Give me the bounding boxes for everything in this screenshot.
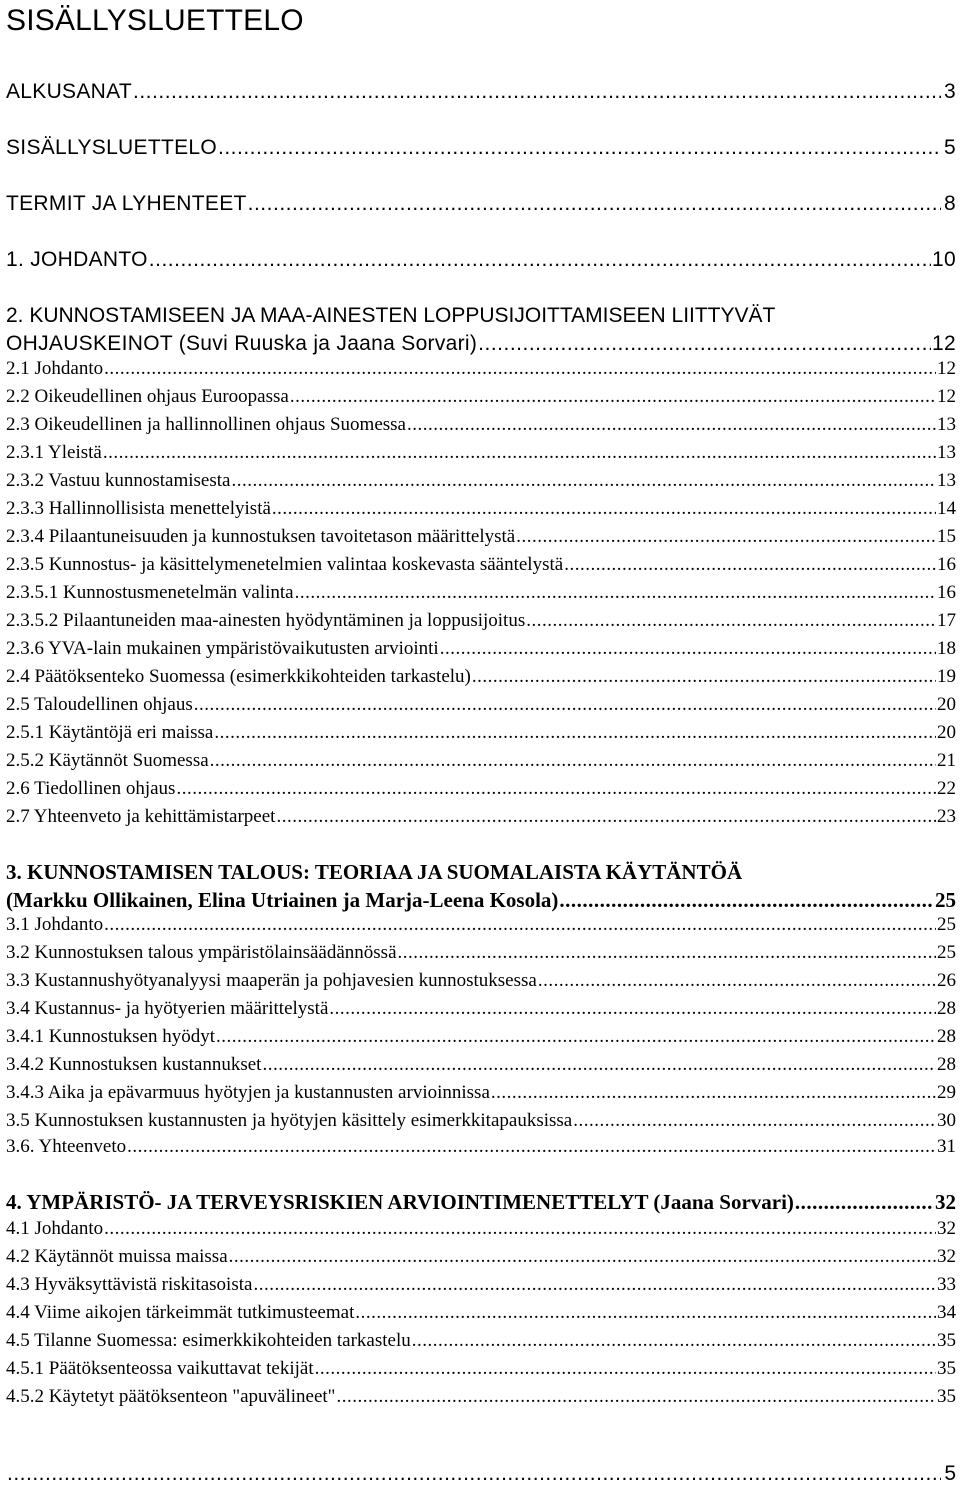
toc-entry[interactable]: [6, 1386, 956, 1412]
leader-dots: [194, 694, 936, 716]
toc-entry-page-number: 28: [937, 998, 956, 1019]
toc-entry[interactable]: [6, 80, 956, 106]
toc-entry[interactable]: [6, 860, 956, 886]
toc-entry[interactable]: [6, 1218, 956, 1244]
toc-entry-title: 3. KUNNOSTAMISEN TALOUS: TEORIAA JA SUOMALAISTA KÄYTÄNTÖÄ: [6, 860, 743, 884]
toc-entry-title: 2.3.5.1 Kunnostusmenetelmän valinta: [6, 582, 294, 603]
toc-entry[interactable]: [6, 638, 956, 664]
leader-dots: [272, 498, 936, 520]
toc-entry-title: SISÄLLYSLUETTELO: [6, 136, 217, 159]
toc-entry-title: 2.3.6 YVA-lain mukainen ympäristövaikutusten arviointi: [6, 638, 439, 659]
leader-dots: [564, 554, 936, 576]
toc-entry[interactable]: [6, 970, 956, 996]
leader-dots: [355, 1302, 936, 1324]
toc-entry[interactable]: [6, 998, 956, 1024]
leader-dots: [214, 722, 936, 744]
leader-dots: [253, 1274, 936, 1296]
toc-entry-title: 2.7 Yhteenveto ja kehittämistarpeet: [6, 806, 276, 827]
toc-entry[interactable]: [6, 1302, 956, 1328]
leader-dots: [290, 386, 936, 408]
toc-entry[interactable]: [6, 778, 956, 804]
leader-dots: [176, 778, 936, 800]
toc-entry[interactable]: [6, 806, 956, 832]
toc-entry[interactable]: [6, 386, 956, 412]
leader-dots: [7, 1462, 941, 1486]
toc-entry-title: 3.1 Johdanto: [6, 914, 104, 935]
leader-dots: [398, 942, 936, 964]
toc-entry-title: 4.1 Johdanto: [6, 1218, 104, 1239]
leader-dots: [104, 358, 936, 380]
toc-entry-page-number: 25: [937, 942, 956, 963]
toc-entry[interactable]: [6, 332, 956, 358]
toc-entry-title: 3.4.3 Aika ja epävarmuus hyötyjen ja kustannusten arvioinnissa: [6, 1082, 490, 1103]
toc-entry-title: 2.6 Tiedollinen ohjaus: [6, 778, 176, 799]
toc-entry[interactable]: [6, 1274, 956, 1300]
toc-entry-page-number: 32: [935, 1190, 956, 1214]
toc-entry-title: 2.3.1 Yleistä: [6, 442, 102, 463]
toc-entry-page-number: 28: [937, 1054, 956, 1075]
toc-entry-title: 4.5.1 Päätöksenteossa vaikuttavat tekijät: [6, 1358, 314, 1379]
toc-entry-page-number: 17: [937, 610, 956, 631]
toc-entry[interactable]: [6, 248, 956, 274]
page-footer: [6, 1462, 956, 1488]
toc-entry-title: ALKUSANAT: [6, 80, 133, 103]
toc-entry[interactable]: [6, 136, 956, 162]
toc-entry-page-number: 34: [937, 1302, 956, 1323]
toc-entry[interactable]: [6, 1358, 956, 1384]
toc-entry-title: 3.5 Kunnostuksen kustannusten ja hyötyjen käsittely esimerkkitapauksissa: [6, 1110, 573, 1131]
toc-entry-title: 3.4.2 Kunnostuksen kustannukset: [6, 1054, 262, 1075]
toc-entry-title: 2.5.2 Käytännöt Suomessa: [6, 750, 209, 771]
toc-entry-page-number: 35: [937, 1330, 956, 1351]
toc-entry-page-number: 14: [937, 498, 956, 519]
leader-dots: [329, 998, 936, 1020]
leader-dots: [210, 750, 936, 772]
toc-entry[interactable]: [6, 498, 956, 524]
leader-dots: [491, 1082, 936, 1104]
toc-entry-title: 3.4.1 Kunnostuksen hyödyt: [6, 1026, 215, 1047]
leader-dots: [229, 1246, 936, 1268]
toc-entry-page-number: 30: [937, 1110, 956, 1131]
toc-entry-title: 4.5.2 Käytetyt päätöksenteon "apuvälineet": [6, 1386, 336, 1407]
toc-entry[interactable]: [6, 694, 956, 720]
toc-entry-page-number: 25: [935, 888, 956, 912]
toc-entry-page-number: 22: [937, 778, 956, 799]
leader-dots: [104, 1218, 936, 1240]
leader-dots: [133, 80, 941, 104]
leader-dots: [315, 1358, 936, 1380]
leader-dots: [538, 970, 936, 992]
leader-dots: [795, 1190, 934, 1215]
toc-entry[interactable]: [6, 470, 956, 496]
toc-entry-title: 2. KUNNOSTAMISEEN JA MAA-AINESTEN LOPPUSIJOITTAMISEEN LIITTYVÄT: [6, 304, 776, 327]
toc-entry-title: 3.6. Yhteenveto: [6, 1136, 127, 1157]
toc-entry-title: 3.2 Kunnostuksen talous ympäristölainsäädännössä: [6, 942, 397, 963]
toc-entry-page-number: 35: [937, 1386, 956, 1407]
toc-entry[interactable]: [6, 888, 956, 914]
toc-entry-page-number: 12: [937, 358, 956, 379]
toc-entry[interactable]: [6, 1246, 956, 1272]
toc-entry-title: 3.3 Kustannushyötyanalyysi maaperän ja pohjavesien kunnostuksessa: [6, 970, 537, 991]
toc-entry[interactable]: [6, 1110, 956, 1136]
toc-entry[interactable]: [6, 358, 956, 384]
toc-entry-title: 2.3 Oikeudellinen ja hallinnollinen ohjaus Suomessa: [6, 414, 406, 435]
leader-dots: [472, 666, 936, 688]
toc-entry[interactable]: [6, 1082, 956, 1108]
toc-entry[interactable]: [6, 442, 956, 468]
leader-dots: [516, 526, 936, 548]
toc-entry[interactable]: [6, 942, 956, 968]
toc-entry-page-number: 18: [937, 638, 956, 659]
toc-entry-page-number: 35: [937, 1358, 956, 1379]
leader-dots: [216, 1026, 936, 1048]
toc-entry-page-number: 12: [932, 332, 956, 355]
toc-entry[interactable]: [6, 304, 956, 330]
toc-entry[interactable]: [6, 750, 956, 776]
toc-entry-page-number: 21: [937, 750, 956, 771]
toc-entry-page-number: 8: [944, 192, 956, 215]
toc-entry-page-number: 3: [944, 80, 956, 103]
toc-entry-page-number: 32: [937, 1218, 956, 1239]
toc-entry-title: 2.4 Päätöksenteko Suomessa (esimerkkikohteiden tarkastelu): [6, 666, 471, 687]
toc-entry[interactable]: [6, 414, 956, 440]
toc-entry-title: 2.5 Taloudellinen ohjaus: [6, 694, 193, 715]
leader-dots: [407, 414, 936, 436]
leader-dots: [149, 248, 931, 272]
toc-entry-title: 2.3.3 Hallinnollisista menettelyistä: [6, 498, 271, 519]
toc-entry-page-number: 25: [937, 914, 956, 935]
toc-entry-title: 4. YMPÄRISTÖ- JA TERVEYSRISKIEN ARVIOINTIMENETTELYT (Jaana Sorvari): [6, 1190, 794, 1214]
toc-entry-page-number: 13: [937, 442, 956, 463]
leader-dots: [559, 888, 934, 913]
toc-entry-title: 4.3 Hyväksyttävistä riskitasoista: [6, 1274, 253, 1295]
toc-entry[interactable]: [6, 192, 956, 218]
leader-dots: [573, 1110, 936, 1132]
leader-dots: [104, 914, 936, 936]
toc-entry[interactable]: [6, 1136, 956, 1162]
leader-dots: [103, 442, 936, 464]
toc-entry-title: 2.3.2 Vastuu kunnostamisesta: [6, 470, 231, 491]
toc-entry[interactable]: [6, 610, 956, 636]
toc-entry-title: 4.4 Viime aikojen tärkeimmät tutkimusteemat: [6, 1302, 355, 1323]
leader-dots: [276, 806, 936, 828]
toc-entry-page-number: 32: [937, 1246, 956, 1267]
toc-entry-title: 3.4 Kustannus- ja hyötyerien määrittelystä: [6, 998, 329, 1019]
toc-entry[interactable]: [6, 526, 956, 552]
toc-entry[interactable]: [6, 582, 956, 608]
leader-dots: [478, 332, 931, 356]
toc-entry[interactable]: [6, 722, 956, 748]
toc-entry-page-number: 20: [937, 722, 956, 743]
toc-entry-page-number: 16: [937, 582, 956, 603]
toc-entry-page-number: 20: [937, 694, 956, 715]
page-title: SISÄLLYSLUETTELO: [6, 4, 304, 37]
leader-dots: [440, 638, 936, 660]
toc-entry-page-number: 15: [937, 526, 956, 547]
toc-entry-page-number: 23: [937, 806, 956, 827]
toc-entry[interactable]: [6, 1330, 956, 1356]
toc-entry-page-number: 10: [932, 248, 956, 271]
toc-entry-title: 2.2 Oikeudellinen ohjaus Euroopassa: [6, 386, 289, 407]
toc-entry-title: TERMIT JA LYHENTEET: [6, 192, 247, 215]
toc-entry-page-number: 29: [937, 1082, 956, 1103]
toc-entry-title: 2.3.5.2 Pilaantuneiden maa-ainesten hyödyntäminen ja loppusijoitus: [6, 610, 526, 631]
toc-entry[interactable]: [6, 666, 956, 692]
leader-dots: [127, 1136, 936, 1158]
toc-entry-page-number: 28: [937, 1026, 956, 1047]
toc-entry-title: 4.2 Käytännöt muissa maissa: [6, 1246, 228, 1267]
footer-page-number: 5: [944, 1462, 956, 1485]
toc-entry-page-number: 12: [937, 386, 956, 407]
toc-entry[interactable]: [6, 1190, 956, 1216]
leader-dots: [526, 610, 936, 632]
toc-entry-title: 2.5.1 Käytäntöjä eri maissa: [6, 722, 214, 743]
toc-entry-page-number: 16: [937, 554, 956, 575]
toc-entry-title: 2.3.4 Pilaantuneisuuden ja kunnostuksen tavoitetason määrittelystä: [6, 526, 516, 547]
toc-entry-page-number: 5: [944, 136, 956, 159]
leader-dots: [336, 1386, 936, 1408]
toc-entry-page-number: 13: [937, 470, 956, 491]
leader-dots: [248, 192, 941, 216]
toc-entry[interactable]: [6, 1026, 956, 1052]
toc-entry-page-number: 26: [937, 970, 956, 991]
leader-dots: [412, 1330, 936, 1352]
toc-entry-title: OHJAUSKEINOT (Suvi Ruuska ja Jaana Sorvari): [6, 332, 478, 355]
leader-dots: [295, 582, 936, 604]
toc-entry-title: 4.5 Tilanne Suomessa: esimerkkikohteiden tarkastelu: [6, 1330, 411, 1351]
leader-dots: [218, 136, 941, 160]
toc-entry-page-number: 13: [937, 414, 956, 435]
toc-entry-title: 2.3.5 Kunnostus- ja käsittelymenetelmien valintaa koskevasta sääntelystä: [6, 554, 564, 575]
toc-entry[interactable]: [6, 914, 956, 940]
toc-entry-title: 1. JOHDANTO: [6, 248, 148, 271]
toc-entry-page-number: 31: [937, 1136, 956, 1157]
leader-dots: [231, 470, 936, 492]
toc-entry-title: 2.1 Johdanto: [6, 358, 104, 379]
toc-entry-page-number: 19: [937, 666, 956, 687]
leader-dots: [262, 1054, 936, 1076]
toc-entry-title: (Markku Ollikainen, Elina Utriainen ja Marja-Leena Kosola): [6, 888, 559, 912]
toc-entry[interactable]: [6, 1054, 956, 1080]
toc-entry-page-number: 33: [937, 1274, 956, 1295]
toc-entry[interactable]: [6, 554, 956, 580]
